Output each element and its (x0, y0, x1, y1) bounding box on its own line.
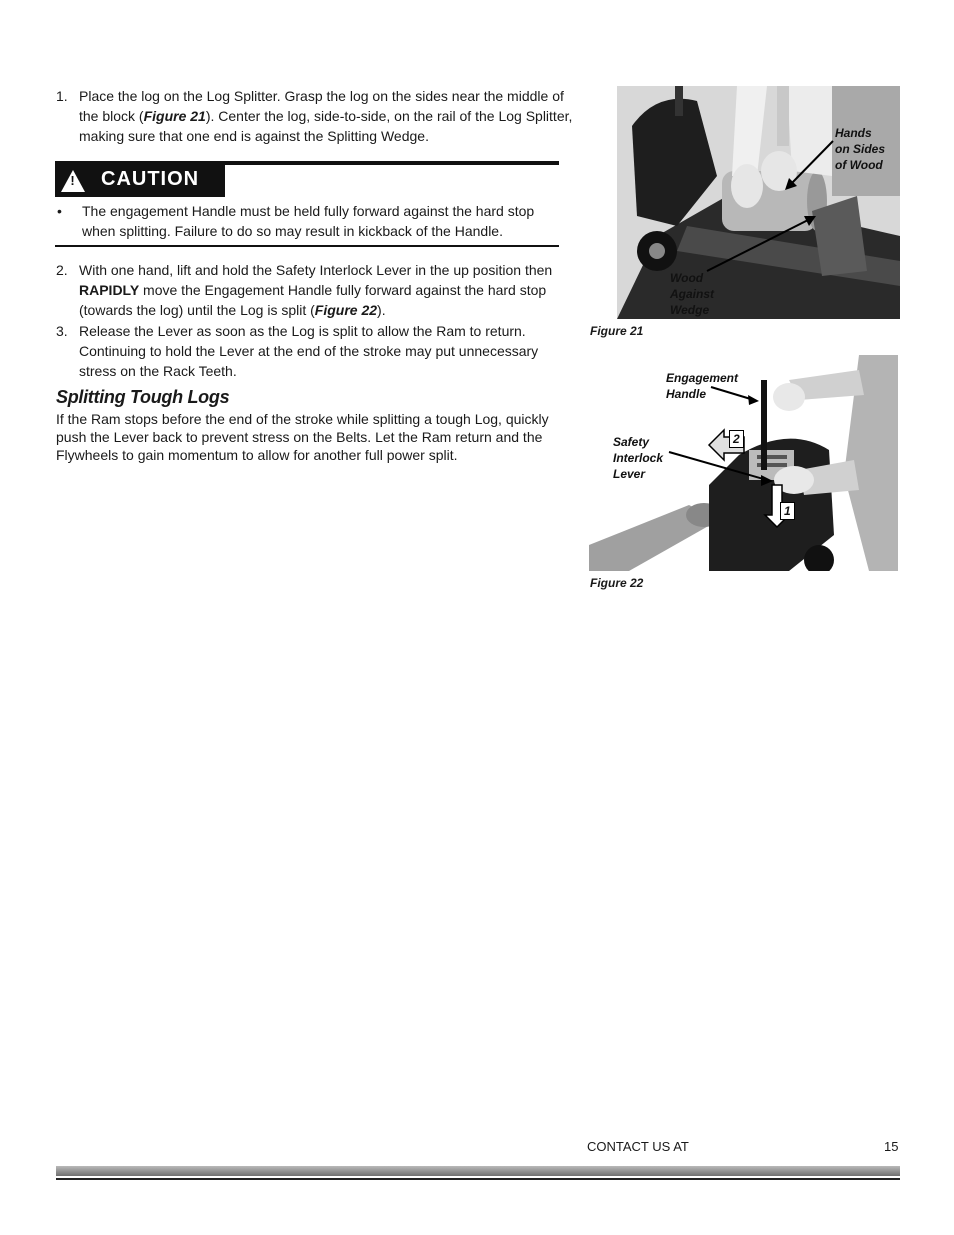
figure-21-illustration (617, 86, 900, 319)
step-2-number: 2. (56, 262, 68, 278)
footer-contact: CONTACT US AT (587, 1139, 689, 1154)
step-1-text (79, 86, 576, 146)
callout-line: Lever (613, 467, 646, 481)
caution-bottom-rule (55, 245, 559, 247)
caution-banner (55, 161, 225, 197)
badge-1: 1 (780, 502, 795, 520)
callout-line: Wedge (670, 303, 710, 317)
step-3-number: 3. (56, 323, 68, 339)
rapidly-emphasis: RAPIDLY (79, 282, 140, 298)
callout-safety-interlock-lever (613, 434, 663, 482)
step-3-text: Release the Lever as soon as the Log is split to allow the Ram to return. Continuing to hold the Lever at the end of the stroke may put unnecessary stress on the Rack Teeth. (79, 323, 539, 379)
caution-bullet-text: The engagement Handle must be held fully forward against the hard stop when splitting. Failure to do so may result in kickback of the Handle. (82, 203, 535, 239)
footer-bar (56, 1166, 900, 1176)
callout-line: Hands (835, 126, 872, 140)
step-1-text-a: Place the log on the Log Splitter. Grasp the log on the sides near the middle of the block ( (79, 88, 564, 124)
callout-line: Against (670, 287, 715, 301)
callout-line: on Sides (835, 142, 886, 156)
callout-wood-against-wedge (670, 270, 714, 318)
figure-21-photo (617, 86, 900, 319)
figure-21-reference: Figure 21 (143, 108, 206, 124)
exclamation-icon: ! (70, 173, 76, 188)
callout-line: Handle (666, 387, 707, 401)
page-number: 15 (884, 1139, 899, 1154)
figure-22-reference: Figure 22 (314, 302, 378, 318)
callout-hands-on-sides (835, 125, 885, 173)
step-1-text-b: ). Center the log, side-to-side, on the rail of the Log Splitter, making sure that one end is against the Splitting Wedge. (79, 108, 573, 144)
footer-rule (56, 1178, 900, 1180)
caution-box (55, 161, 559, 247)
step-2-text-a: With one hand, lift and hold the Safety Interlock Lever in the up position then (79, 262, 553, 278)
figure-22-photo (589, 355, 898, 571)
callout-line: Interlock (613, 451, 664, 465)
step-2-text-c: ). (377, 302, 386, 318)
section-paragraph: If the Ram stops before the end of the stroke while splitting a tough Log, quickly push the Lever back to prevent stress on the Belts. Let the Ram return and the Flywheels to gain momentum to allow for another full power split. (56, 411, 549, 463)
badge-2: 2 (729, 430, 744, 448)
figure-21-caption: Figure 21 (590, 324, 644, 338)
step-1 (56, 86, 576, 146)
step-2 (56, 260, 576, 320)
step-1-number: 1. (56, 88, 68, 104)
callout-line: Engagement (666, 371, 739, 385)
callout-line: Safety (613, 435, 650, 449)
section-heading: Splitting Tough Logs (56, 387, 230, 407)
figure-22-caption: Figure 22 (590, 576, 644, 590)
caution-bullet (55, 201, 559, 241)
bullet-icon: • (57, 203, 62, 219)
callout-engagement-handle (666, 370, 738, 402)
step-2-text (79, 260, 576, 320)
callout-line: Wood (670, 271, 704, 285)
step-3 (56, 321, 576, 381)
callout-line: of Wood (835, 158, 883, 172)
caution-label: CAUTION (101, 168, 200, 190)
step-2-text-b: move the Engagement Handle fully forward against the hard stop (towards the log) until the Log is split ( (79, 282, 547, 318)
